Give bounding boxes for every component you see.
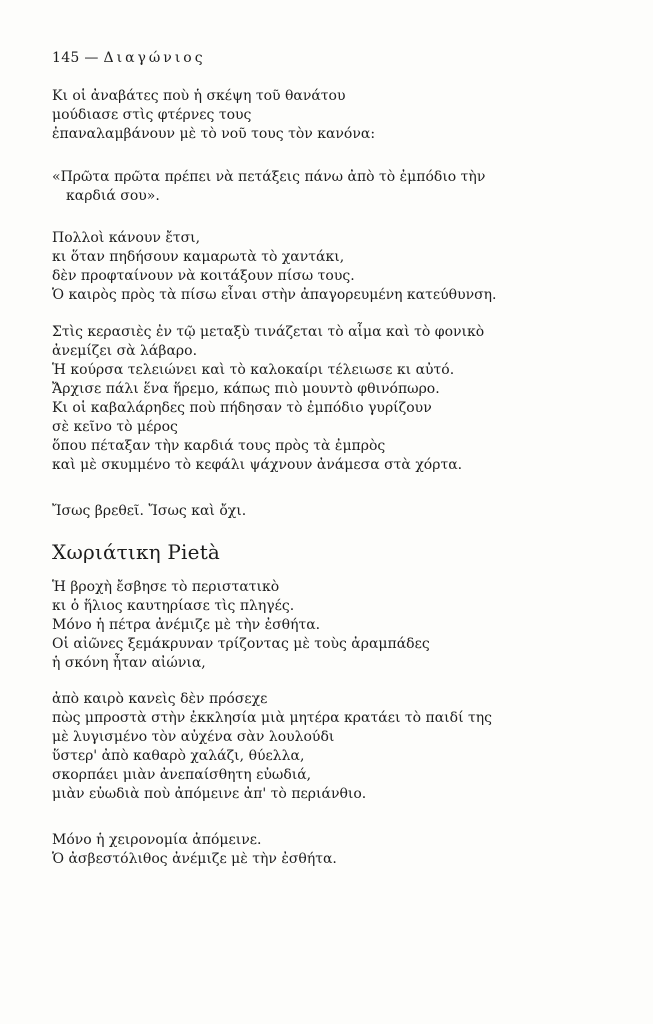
verse-line: ἀνεμίζει σὰ λάβαρο. — [52, 343, 198, 359]
verse-line: Μόνο ἡ χειρονομία ἀπόμεινε. — [52, 832, 262, 848]
verse-line: ἀπὸ καιρὸ κανεὶς δὲν πρόσεχε — [52, 691, 268, 707]
verse-line: Ἴσως βρεθεῖ. Ἴσως καὶ ὄχι. — [52, 503, 247, 519]
verse-line: δὲν προφταίνουν νὰ κοιτάξουν πίσω τους. — [52, 268, 355, 284]
poem1-stanza-2 — [52, 168, 485, 206]
verse-line: σὲ κεῖνο τὸ μέρος — [52, 419, 178, 435]
page-number: 145 — [52, 50, 80, 66]
verse-line: Ὁ ἀσβεστόλιθος ἀνέμιζε μὲ τὴν ἐσθήτα. — [52, 851, 337, 867]
poem1-stanza-3 — [52, 229, 497, 305]
poem1-stanza-5 — [52, 502, 246, 521]
verse-line: ὅπου πέταξαν τὴν καρδιά τους πρὸς τὰ ἐμπρὸς — [52, 438, 386, 454]
poem1-stanza-1 — [52, 87, 375, 144]
verse-line: Ἡ κούρσα τελειώνει καὶ τὸ καλοκαίρι τέλειωσε κι αὐτό. — [52, 362, 455, 378]
verse-line: ἡ σκόνη ἦταν αἰώνια, — [52, 655, 206, 671]
verse-line: Ἡ βροχὴ ἔσβησε τὸ περιστατικὸ — [52, 579, 280, 595]
verse-line: Μόνο ἡ πέτρα ἀνέμιζε μὲ τὴν ἐσθήτα. — [52, 617, 321, 633]
verse-line: Κι οἱ καβαλάρηδες ποὺ πήδησαν τὸ ἐμπόδιο γυρίζουν — [52, 400, 432, 416]
poem1-stanza-4 — [52, 323, 484, 475]
poem2-stanza-2 — [52, 690, 492, 804]
verse-line: ἐπαναλαμβάνουν μὲ τὸ νοῦ τους τὸν κανόνα: — [52, 126, 376, 142]
verse-line: Πολλοὶ κάνουν ἔτσι, — [52, 230, 201, 246]
verse-line: Ἄρχισε πάλι ἕνα ἥρεμο, κάπως πιὸ μουντὸ φθινόπωρο. — [52, 381, 440, 397]
poem2-stanza-3 — [52, 831, 337, 869]
verse-line: ὕστερ' ἀπὸ καθαρὸ χαλάζι, θύελλα, — [52, 748, 305, 764]
verse-line: μὲ λυγισμένο τὸν αὐχένα σὰν λουλούδι — [52, 729, 335, 745]
verse-line: μούδιασε στὶς φτέρνες τους — [52, 107, 252, 123]
poem-title: Χωριάτικη Pietà — [52, 540, 221, 564]
verse-line: σκορπάει μιὰν ἀνεπαίσθητη εὐωδιά, — [52, 767, 312, 783]
verse-line: πὼς μπροστὰ στὴν ἐκκλησία μιὰ μητέρα κρατάει τὸ παιδί της — [52, 710, 492, 726]
verse-line: καρδιά σου». — [66, 188, 160, 204]
verse-line: καὶ μὲ σκυμμένο τὸ κεφάλι ψάχνουν ἀνάμεσα στὰ χόρτα. — [52, 457, 463, 473]
verse-line: μιὰν εὐωδιὰ ποὺ ἀπόμεινε ἀπ' τὸ περιάνθιο. — [52, 786, 367, 802]
verse-line: Ὁ καιρὸς πρὸς τὰ πίσω εἶναι στὴν ἀπαγορευμένη κατεύθυνση. — [52, 287, 497, 303]
verse-line: «Πρῶτα πρῶτα πρέπει νὰ πετάξεις πάνω ἀπὸ τὸ ἐμπόδιο τὴν — [52, 169, 486, 185]
poem2-stanza-1 — [52, 578, 430, 673]
verse-line: κι ὁ ἥλιος καυτηρίασε τὶς πληγές. — [52, 598, 295, 614]
verse-line: κι ὅταν πηδήσουν καμαρωτὰ τὸ χαντάκι, — [52, 249, 345, 265]
running-header — [52, 50, 206, 66]
verse-line: Κι οἱ ἀναβάτες ποὺ ἡ σκέψη τοῦ θανάτου — [52, 88, 346, 104]
book-title: Διαγώνιος — [103, 50, 206, 66]
header-separator: — — [84, 50, 99, 66]
verse-line: Οἱ αἰῶνες ξεμάκρυναν τρίζοντας μὲ τοὺς ἀραμπάδες — [52, 636, 430, 652]
verse-line: Στὶς κερασιὲς ἐν τῷ μεταξὺ τινάζεται τὸ αἷμα καὶ τὸ φονικὸ — [52, 324, 485, 340]
